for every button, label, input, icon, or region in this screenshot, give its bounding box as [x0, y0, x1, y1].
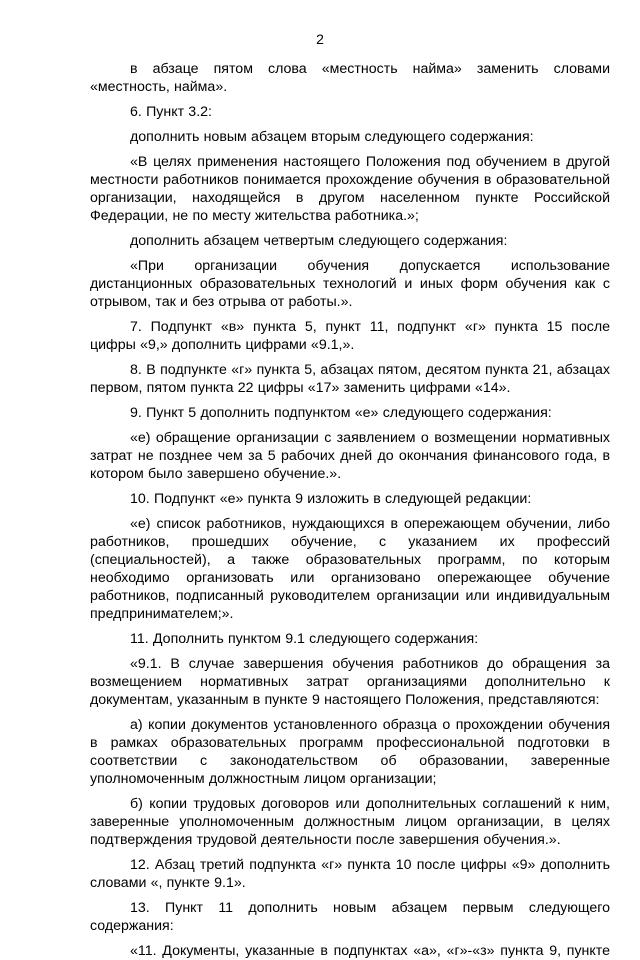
paragraph: дополнить абзацем четвертым следующего содержания: [130, 233, 508, 249]
paragraph: 13. Пункт 11 дополнить новым абзацем первым следующего содержания: [90, 900, 610, 934]
paragraph: 10. Подпункт «е» пункта 9 изложить в следующей редакции: [130, 491, 532, 507]
paragraph: в абзаце пятом слова «местность найма» заменить словами «местность, найма». [90, 61, 610, 95]
document-body [90, 60, 610, 960]
paragraph: 12. Абзац третий подпункта «г» пункта 10 после цифры «9» дополнить словами «, пункте 9.1». [90, 857, 610, 891]
paragraph: «е) список работников, нуждающихся в опережающем обучении, либо работников, прошедших обучение, с указанием их профессий (специальностей), а также образовательных программ, по которым необходимо организовать или организовано опережающее обучение работников, подписанный руководителем организации или индивидуальным предпринимателем;». [90, 516, 610, 622]
paragraph: «е) обращение организации с заявлением о возмещении нормативных затрат не позднее чем за 5 рабочих дней до окончания финансового года, в котором было завершено обучение.». [90, 430, 610, 482]
paragraph: 9. Пункт 5 дополнить подпунктом «е» следующего содержания: [130, 405, 552, 421]
paragraph: «При организации обучения допускается использование дистанционных образовательных технологий и иных форм обучения как с отрывом, так и без отрыва от работы.». [90, 258, 610, 310]
paragraph: 11. Дополнить пунктом 9.1 следующего содержания: [130, 631, 479, 647]
paragraph: а) копии документов установленного образца о прохождении обучения в рамках образовательных программ профессиональной подготовки в соответствии с законодательством об образовании, заверенные уполномоченным должностным лицом организации; [90, 717, 610, 787]
paragraph: б) копии трудовых договоров или дополнительных соглашений к ним, заверенные уполномоченным должностным лицом организации, в целях подтверждения трудовой деятельности после завершения обучения.». [90, 796, 610, 848]
page-number: 2 [316, 31, 324, 47]
paragraph: «9.1. В случае завершения обучения работников до обращения за возмещением нормативных затрат организациями дополнительно к документам, указанным в пункте 9 настоящего Положения, представляются: [90, 656, 610, 708]
paragraph: 6. Пункт 3.2: [130, 104, 212, 120]
paragraph: «11. Документы, указанные в подпунктах «а», «г»-«з» пункта 9, пункте [130, 943, 610, 959]
paragraph: 8. В подпункте «г» пункта 5, абзацах пятом, десятом пункта 21, абзацах первом, пятом пункта 22 цифры «17» заменить цифрами «14». [90, 362, 610, 396]
paragraph: дополнить новым абзацем вторым следующего содержания: [130, 129, 534, 145]
paragraph: 7. Подпункт «в» пункта 5, пункт 11, подпункт «г» пункта 15 после цифры «9,» дополнить цифрами «9.1,». [90, 319, 610, 353]
paragraph: «В целях применения настоящего Положения под обучением в другой местности работников понимается прохождение обучения в образовательной организации, находящейся в другом населенном пункте Российской Федерации, не по месту жительства работника.»; [90, 154, 610, 224]
